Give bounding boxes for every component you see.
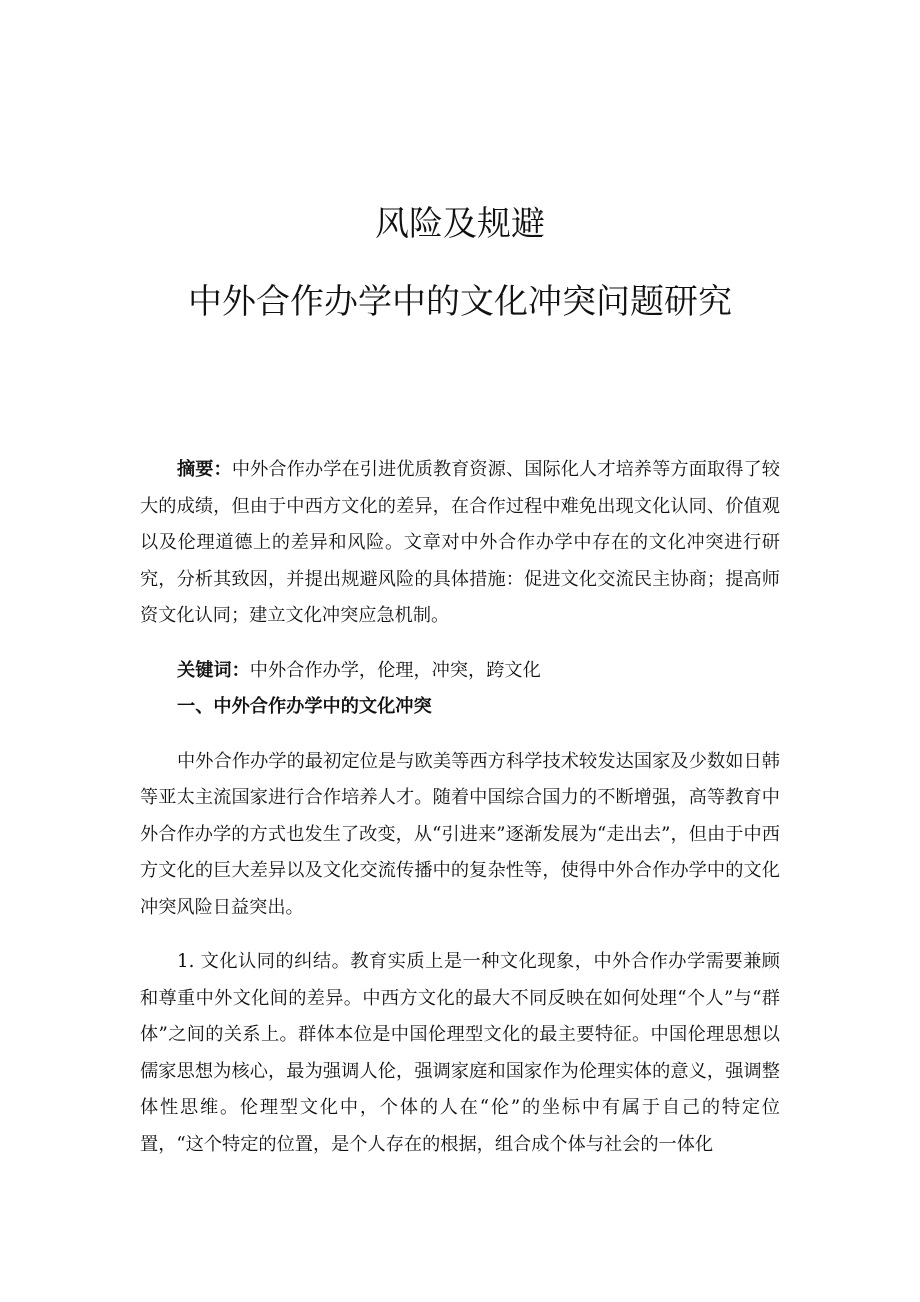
document-title-line2: 中外合作办学中的文化冲突问题研究 — [188, 282, 732, 322]
abstract-label: 摘要： — [177, 459, 232, 480]
document-body — [140, 452, 780, 1163]
keywords-label: 关键词： — [177, 659, 250, 681]
abstract-text: 中外合作办学在引进优质教育资源、国际化人才培养等方面取得了较大的成绩，但由于中西方文化的差异，在合作过程中难免出现文化认同、价值观以及伦理道德上的差异和风险。文章对中外合作办学中存在的文化冲突进行研究，分析其致因，并提出规避风险的具体措施：促进文化交流民主协商；提高师资文化认同；建立文化冲突应急机制。 — [140, 459, 780, 626]
document-title-line1: 风险及规避 — [375, 204, 545, 244]
keywords-paragraph — [140, 653, 780, 690]
abstract-paragraph — [140, 452, 780, 635]
section1-paragraph1: 中外合作办学的最初定位是与欧美等西方科学技术较发达国家及少数如日韩等亚太主流国家进行合作培养人才。随着中国综合国力的不断增强，高等教育中外合作办学的方式也发生了改变，从“引进来”逐渐发展为“走出去”，但由于中西方文化的巨大差异以及文化交流传播中的复杂性等，使得中外合作办学中的文化冲突风险日益突出。 — [140, 750, 780, 918]
section1-heading: 一、中外合作办学中的文化冲突 — [177, 696, 432, 717]
section1-paragraph2: 1. 文化认同的纠结。教育实质上是一种文化现象，中外合作办学需要兼顾和尊重中外文化间的差异。中西方文化的最大不同反映在如何处理“个人”与“群体”之间的关系上。群体本位是中国伦理型文化的最主要特征。中国伦理思想以儒家思想为核心，最为强调人伦，强调家庭和国家作为伦理实体的意义，强调整体性思维。伦理型文化中，个体的人在“伦”的坐标中有属于自己的特定位置，“这个特定的位置，是个人存在的根据，组合成个体与社会的一体化 — [140, 951, 780, 1155]
keywords-text: 中外合作办学，伦理，冲突，跨文化 — [249, 659, 541, 681]
